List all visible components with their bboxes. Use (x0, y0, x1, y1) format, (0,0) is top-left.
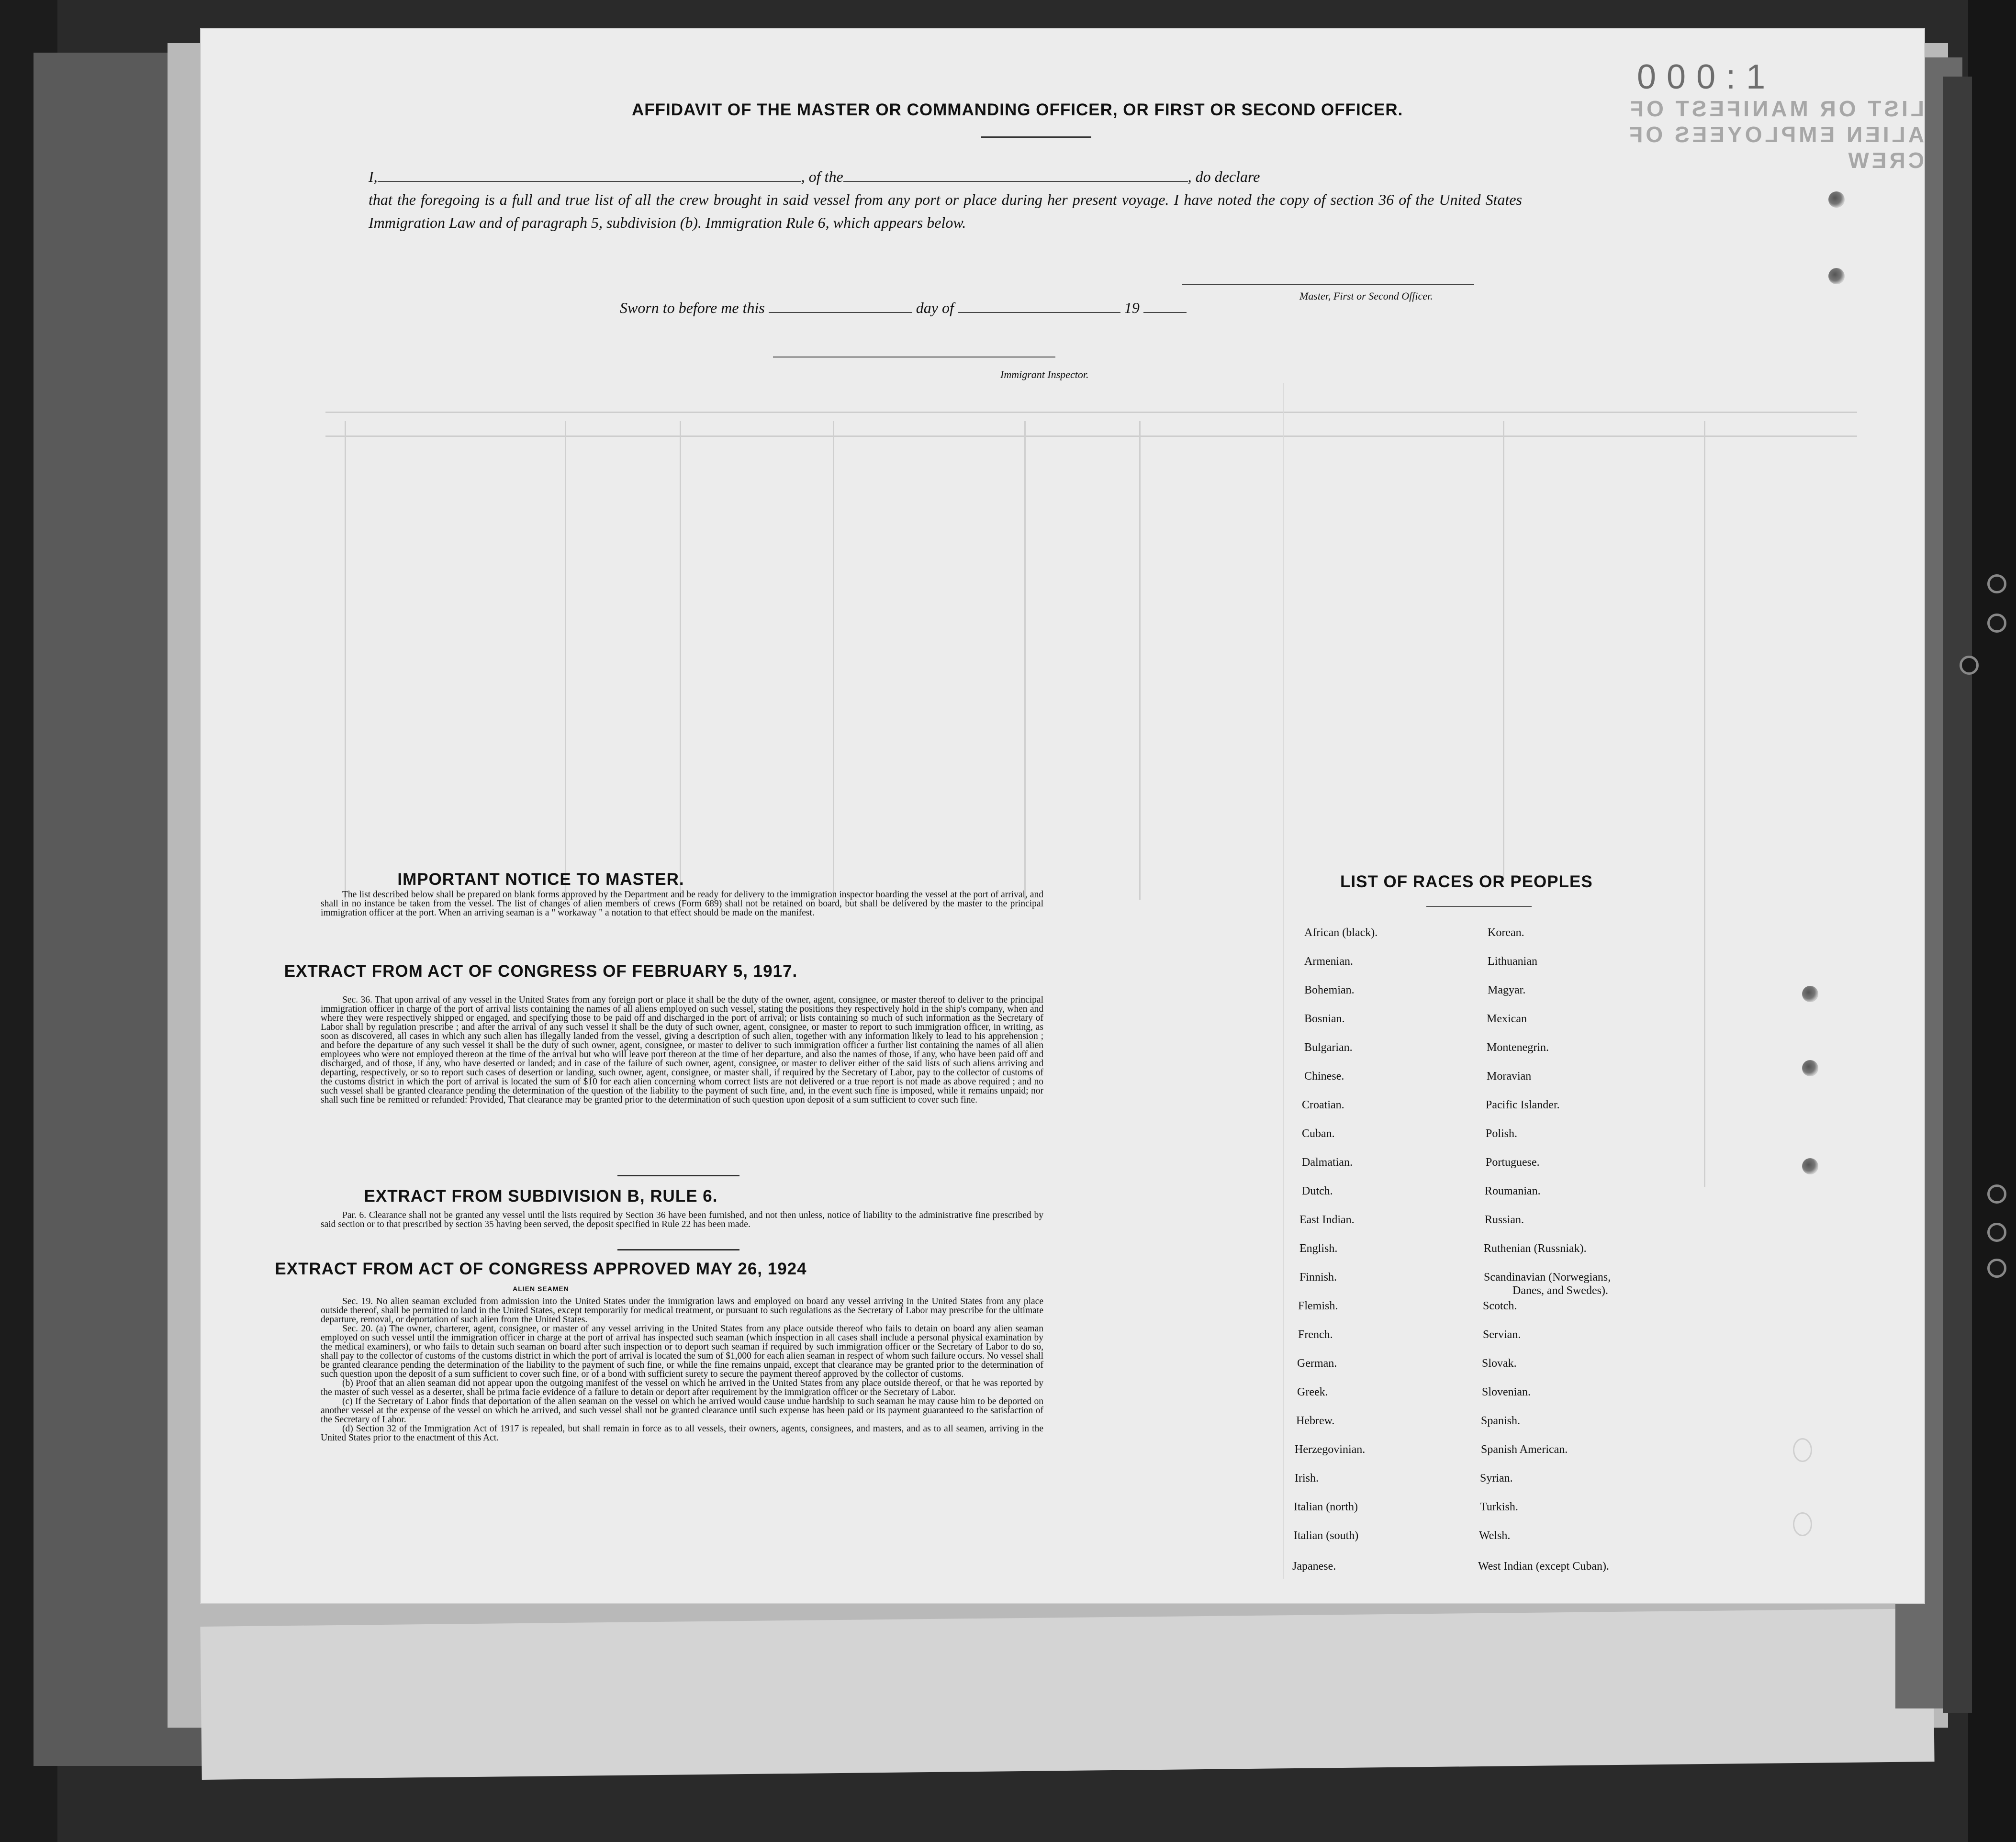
affidavit-body: that the foregoing is a full and true list of all the crew brought in said vessel from any port or place during her present voyage. I have noted the copy of section 36 of the United States Immigration Law and of paragraph 5, subdivision (b). Immigration Rule 6, which appears below. (369, 191, 1522, 231)
master-signature-caption: Master, First or Second Officer. (1299, 290, 1433, 302)
extract-rule6-title: EXTRACT FROM SUBDIVISION B, RULE 6. (364, 1187, 718, 1206)
race-item: Pacific Islander. (1486, 1099, 1560, 1111)
bleed-through-rule (325, 412, 1857, 413)
extract-1917-body (321, 995, 1043, 1105)
day-blank (769, 301, 912, 313)
race-item: Bosnian. (1304, 1013, 1345, 1025)
race-item: Japanese. (1292, 1560, 1336, 1573)
race-item: Slovak. (1482, 1357, 1517, 1370)
extract-1924-body (321, 1297, 1043, 1442)
do-declare-label: , do declare (1187, 168, 1260, 185)
binding-hole-icon (1987, 574, 2006, 593)
race-item: Finnish. (1299, 1271, 1337, 1284)
binding-strip-edge (1943, 77, 1972, 1713)
extract-1924-subtitle: ALIEN SEAMEN (513, 1285, 569, 1293)
race-item: Irish. (1295, 1472, 1319, 1485)
binding-hole-icon (1987, 1223, 2006, 1242)
section-rule (617, 1175, 739, 1176)
affidavit-declaration (369, 165, 1522, 234)
binding-hole-icon (1960, 656, 1979, 675)
bleed-through-column (833, 421, 834, 900)
race-item: English. (1299, 1242, 1338, 1255)
extract-rule6-paragraph: Par. 6. Clearance shall not be granted any vessel until the lists required by Section 36 have been furnished, and not then unless, notice of liability to the administrative fine prescribed by said section or to that prescribed by section 35 having been served, the deposit specified in Rule 22 has been made. (321, 1210, 1043, 1229)
bleed-through-header: LIST OR MANIFEST OF ALIEN EMPLOYEES OF CREW (1626, 96, 1924, 173)
title-rule (981, 136, 1091, 138)
month-blank (958, 301, 1120, 313)
race-item: Cuban. (1302, 1128, 1335, 1140)
races-title-rule (1426, 906, 1532, 907)
race-item: Servian. (1483, 1328, 1521, 1341)
races-title: LIST OF RACES OR PEOPLES (1340, 872, 1593, 891)
race-item: Magyar. (1488, 984, 1526, 996)
race-item: Turkish. (1480, 1501, 1518, 1513)
binding-hole-icon (1987, 614, 2006, 633)
race-item: Scotch. (1483, 1300, 1517, 1312)
sworn-line (620, 299, 1187, 317)
vessel-blank (843, 169, 1188, 182)
race-item: Chinese. (1304, 1070, 1344, 1083)
of-the-label: , of the (801, 168, 843, 185)
race-item: Armenian. (1304, 955, 1353, 968)
underlying-sheet-bottom (200, 1608, 1934, 1780)
notice-body (321, 890, 1043, 917)
i-label: I, (369, 168, 378, 185)
race-item: Greek. (1297, 1386, 1328, 1398)
race-item: Spanish. (1481, 1415, 1521, 1427)
dark-board-right (1968, 0, 2016, 1842)
bleed-through-column (1139, 421, 1141, 900)
affidavit-first-line (369, 165, 1522, 188)
extract-1924-paragraph: Sec. 20. (a) The owner, charterer, agent, consignee, or master of any vessel arriving in the United States from any place outside thereof who fails to detain on board any alien seaman employed on such vessel until the immigration officer in charge at the port of arrival has inspected such seaman (which inspection in all cases shall include a personal physical examination by the medical examiners), or who fails to detain such seaman on board after such inspection or to deport such seaman if required by such immigration officer or the Secretary of Labor to do so, shall pay to the collector of customs of the customs district in which the port of arrival is located the sum of $1,000 for each alien seaman in respect of whom such failure occurs. No vessel shall be granted clearance pending the determination of the liability to the payment of such fine, or while the fine remains unpaid, except that clearance may be granted prior to the determination of such question upon the deposit of a sum sufficient to cover such fine, or of a bond with sufficient surety to secure the payment thereof approved by the collector of customs. (321, 1324, 1043, 1379)
punch-hole-icon (1828, 191, 1845, 208)
race-item: Moravian (1487, 1070, 1532, 1083)
punch-ring-icon (1793, 1512, 1812, 1536)
master-signature-line (1182, 284, 1474, 285)
binding-hole-icon (1987, 1184, 2006, 1204)
bleed-through-column (565, 421, 566, 900)
race-item: Herzegovinian. (1295, 1443, 1366, 1456)
race-item: Syrian. (1480, 1472, 1513, 1485)
extract-1924-paragraph: (b) Proof that an alien seaman did not appear upon the outgoing manifest of the vessel on which he arrived in the United States from any place outside thereof, or that he was reported by the master of such vessel as a deserter, shall be prima facie evidence of a failure to detain or deport after requirement by the immigration officer or the Secretary of Labor. (321, 1378, 1043, 1397)
race-item: Italian (north) (1294, 1501, 1358, 1513)
section-rule (617, 1249, 739, 1250)
affidavit-title: AFFIDAVIT OF THE MASTER OR COMMANDING OFFICER, OR FIRST OR SECOND OFFICER. (632, 100, 1403, 119)
extract-1924-paragraph: Sec. 19. No alien seaman excluded from admission into the United States under the immigration laws and employed on board any vessel arriving in the United States from any place outside thereof, shall be permitted to land in the United States, except temporarily for medical treatment, or pursuant to such regulations as the Secretary of Labor may prescribe for the ultimate departure, removal, or deportation of such alien from the United States. (321, 1296, 1043, 1325)
race-item: Mexican (1487, 1013, 1527, 1025)
extract-1917-title: EXTRACT FROM ACT OF CONGRESS OF FEBRUARY 5, 1917. (284, 962, 798, 981)
year-prefix: 19 (1124, 299, 1140, 316)
race-item: German. (1297, 1357, 1337, 1370)
race-item: Polish. (1486, 1128, 1518, 1140)
punch-hole-icon (1802, 986, 1818, 1002)
race-item: Danes, and Swedes). (1512, 1284, 1608, 1297)
bleed-through-rule (325, 435, 1857, 437)
name-blank (378, 169, 801, 182)
race-item: Croatian. (1302, 1099, 1344, 1111)
race-item: Roumanian. (1485, 1185, 1541, 1197)
extract-1924-paragraph: (d) Section 32 of the Immigration Act of 1917 is repealed, but shall remain in force as to all vessels, their owners, agents, consignees, and masters, and as to all seamen, arriving in the United States prior to the enactment of this Act. (321, 1424, 1043, 1443)
extract-1924-paragraph: (c) If the Secretary of Labor finds that deportation of the alien seaman on the vessel on which he arrived would cause undue hardship to such seaman he may cause him to be deported on another vessel at the expense of the vessel on which he arrived, and such vessel shall not be granted clearance until such expense has been paid or its payment guaranteed to the satisfaction of the Secretary of Labor. (321, 1396, 1043, 1425)
page-fold (1283, 383, 1284, 1579)
race-item: Dutch. (1302, 1185, 1333, 1197)
year-blank (1143, 301, 1187, 313)
race-item: Portuguese. (1486, 1156, 1540, 1169)
extract-1924-title: EXTRACT FROM ACT OF CONGRESS APPROVED MAY 26, 1924 (275, 1260, 807, 1278)
punch-hole-icon (1802, 1060, 1818, 1076)
race-item: Flemish. (1298, 1300, 1338, 1312)
race-item: Korean. (1488, 927, 1524, 939)
race-item: Dalmatian. (1302, 1156, 1353, 1169)
race-item: Hebrew. (1296, 1415, 1335, 1427)
race-item: Scandinavian (Norwegians, (1484, 1271, 1611, 1284)
bleed-through-column (1503, 421, 1504, 881)
race-item: Welsh. (1479, 1529, 1511, 1542)
notice-title: IMPORTANT NOTICE TO MASTER. (397, 870, 684, 889)
race-item: West Indian (except Cuban). (1478, 1560, 1609, 1573)
bleed-through-column (1024, 421, 1026, 900)
race-item: Slovenian. (1482, 1386, 1531, 1398)
race-item: Lithuanian (1488, 955, 1537, 968)
punch-hole-icon (1802, 1158, 1818, 1174)
inspector-caption: Immigrant Inspector. (1000, 368, 1089, 380)
race-item: Montenegrin. (1487, 1041, 1549, 1054)
notice-paragraph: The list described below shall be prepared on blank forms approved by the Department and be ready for delivery to the immigration inspector boarding the vessel at the port of arrival, and shall in no instance be taken from the vessel. The list of changes of alien members of crews (Form 689) shall not be retained on board, but shall be delivered by the master to the principal immigration officer at the port. When an arriving seaman is a " workaway " a notation to that effect should be made on the manifest. (321, 890, 1043, 918)
bleed-through-column (345, 421, 346, 900)
race-item: Spanish American. (1481, 1443, 1568, 1456)
extract-rule6-body (321, 1211, 1043, 1229)
race-item: East Indian. (1299, 1214, 1355, 1226)
punch-ring-icon (1793, 1438, 1812, 1462)
bleed-through-column (680, 421, 681, 900)
race-item: Ruthenian (Russniak). (1484, 1242, 1587, 1255)
corner-stamp: 000:1 (1637, 58, 1776, 96)
sworn-text: Sworn to before me this (620, 299, 765, 316)
punch-hole-icon (1828, 268, 1845, 284)
extract-1917-paragraph: Sec. 36. That upon arrival of any vessel in the United States from any foreign port or place it shall be the duty of the owner, agent, consignee, or master thereof to deliver to the principal immigration officer in charge of the port of arrival lists containing the names of all aliens employed on such vessel, stating the positions they respectively hold in the ship's company, when and where they were respectively shipped or engaged, and specifying those to be paid off and discharged in the port of arrival; or lists containing so much of such information as the Secretary of Labor shall by regulation prescribe ; and after the arrival of any such vessel it shall be the duty of such owner, agent, consignee, or master to report to such immigration officer, in writing, as soon as discovered, all cases in which any such alien has illegally landed from the vessel, giving a description of such alien, together with any information likely to lead to his apprehension ; and before the departure of any such vessel it shall be the duty of such owner, agent, consignee, or master to deliver to such immigration officer a further list containing the names of all alien employees who were not employed thereon at the time of the arrival but who will leave port thereon at the time of her departure, and also the names of those, if any, who have been paid off and discharged, and of those, if any, who have deserted or landed; and in case of the failure of such owner, agent, consignee, or master to deliver either of the said lists of such aliens arriving and departing, respectively, or so to report such cases of desertion or landing, such owner, agent, consignee, or master shall, if required by the Secretary of Labor, pay to the collector of customs of the customs district in which the port of arrival is located the sum of $10 for each alien concerning whom correct lists are not delivered or a true report is not made as above required ; and no such vessel shall be granted clearance pending the determination of the question of the liability to the payment of such fine, and, in the event such fine is imposed, while it remains unpaid; nor shall such fine be remitted or refunded: Provided, That clearance may be granted prior to the determination of such question upon deposit of a sum sufficient to cover such fine. (321, 995, 1043, 1105)
day-of-label: day of (916, 299, 954, 316)
binding-hole-icon (1987, 1259, 2006, 1278)
race-item: Russian. (1485, 1214, 1524, 1226)
race-item: African (black). (1304, 927, 1378, 939)
race-item: Bohemian. (1304, 984, 1355, 996)
race-item: Italian (south) (1294, 1529, 1359, 1542)
race-item: Bulgarian. (1304, 1041, 1353, 1054)
bleed-through-column (1704, 421, 1705, 1187)
race-item: French. (1298, 1328, 1333, 1341)
